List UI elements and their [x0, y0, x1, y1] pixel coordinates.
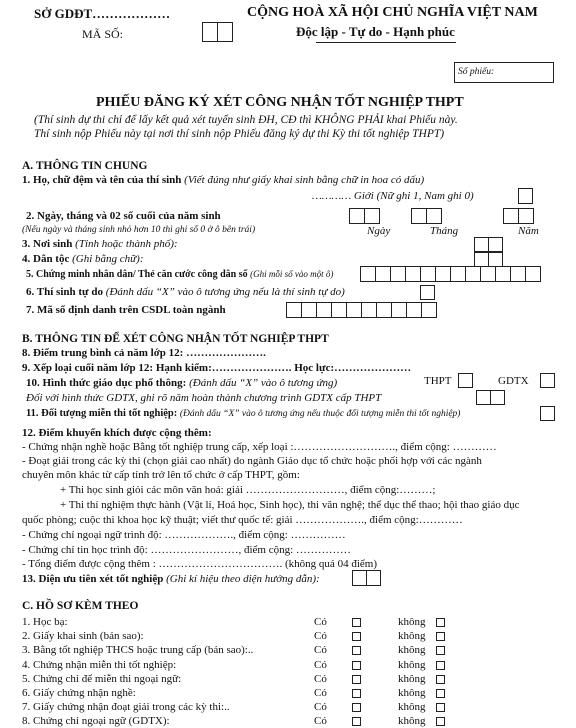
q4-label: 4. Dân tộc — [22, 253, 70, 265]
q13-label: 13. Diện ưu tiên xét tốt nghiệp — [22, 573, 164, 585]
q5-note: (Ghi mỗi số vào một ô) — [250, 269, 334, 279]
bonus-line-1: - Chứng nhận nghề hoặc Bằng tốt nghiệp trung cấp, xếp loại :………………………., điểm cộng: ………… — [22, 441, 497, 453]
doc-item-label: 1. Học bạ: — [22, 616, 68, 628]
bonus-line-5: + Thi thí nghiệm thực hành (Vật lí, Hoá học, Sinh học), thi văn nghệ; thể dục thể thao; hội thao giáo dục — [60, 499, 520, 511]
dob-day-box-1[interactable] — [349, 208, 365, 224]
id-box-10[interactable] — [495, 266, 511, 282]
q6-note: (Đánh dấu “X” vào ô tương ứng nếu là thí sinh tự do) — [105, 286, 345, 298]
id-box-1[interactable] — [360, 266, 376, 282]
dob-day-box-2[interactable] — [364, 208, 380, 224]
q5-label: 5. Chứng minh nhân dân/ Thẻ căn cước công dân số — [26, 269, 248, 280]
birthplace-box-1[interactable] — [474, 237, 489, 252]
doc-no-label: không — [398, 715, 426, 728]
doc-yes-label: Có — [314, 616, 327, 628]
csdl-box-3[interactable] — [316, 302, 332, 318]
q10-note: (Đánh dấu “X” vào ô tương ứng) — [189, 377, 338, 389]
ethnic-box-2[interactable] — [488, 252, 503, 267]
ethnic-box-1[interactable] — [474, 252, 489, 267]
csdl-box-5[interactable] — [346, 302, 362, 318]
gdtx-year-box-2[interactable] — [490, 390, 505, 405]
doc-yes-checkbox[interactable] — [352, 661, 361, 670]
bonus-line-8: - Chứng chỉ tin học trình độ: ……………………, điểm cộng: …………… — [22, 544, 351, 556]
id-box-6[interactable] — [435, 266, 451, 282]
dob-year-box-1[interactable] — [503, 208, 519, 224]
doc-no-label: không — [398, 687, 426, 699]
bonus-line-3: chuyên môn khác từ cấp tỉnh trở lên tổ chức ở cấp THPT, gồm: — [22, 469, 300, 481]
doc-item-label: 3. Bằng tốt nghiệp THCS hoặc trung cấp (bản sao):.. — [22, 644, 254, 657]
id-box-3[interactable] — [390, 266, 406, 282]
q6-label: 6. Thí sinh tự do — [26, 286, 104, 298]
doc-yes-label: Có — [314, 687, 327, 699]
dob-year-box-2[interactable] — [518, 208, 534, 224]
doc-item-label: 5. Chứng chỉ để miễn thi ngoại ngữ: — [22, 672, 182, 685]
doc-yes-label: Có — [314, 715, 327, 728]
q4-note: (Ghi bằng chữ): — [72, 253, 144, 265]
q2-label: 2. Ngày, tháng và 02 số cuối của năm sinh — [26, 210, 221, 222]
q2-note: (Nếu ngày và tháng sinh nhỏ hơn 10 thì ghi số 0 ở ô bên trái) — [22, 225, 256, 235]
doc-no-label: không — [398, 672, 426, 685]
doc-yes-label: Có — [314, 701, 327, 714]
q3-label: 3. Nơi sinh — [22, 238, 73, 250]
doc-yes-label: Có — [314, 630, 327, 643]
q8-label: 8. Điểm trung bình cả năm lớp 12: …………………. — [22, 347, 266, 359]
department-label: SỞ GDĐT……………… — [34, 6, 171, 21]
q1-label: 1. Họ, chữ đệm và tên của thí sinh — [22, 174, 182, 186]
doc-yes-label: Có — [314, 644, 327, 657]
doc-no-label: không — [398, 701, 426, 714]
id-box-5[interactable] — [420, 266, 436, 282]
birthplace-box-2[interactable] — [488, 237, 503, 252]
motto-underline — [316, 42, 456, 43]
priority-box-1[interactable] — [352, 570, 367, 586]
doc-yes-checkbox[interactable] — [352, 618, 361, 627]
code-box-2[interactable] — [217, 22, 233, 42]
bonus-line-2: - Đoạt giải trong các kỳ thi (chọn giải cao nhất) do ngành Giáo dục tổ chức hoặc phối hợp với các ngành — [22, 455, 482, 467]
doc-yes-checkbox[interactable] — [352, 717, 361, 726]
doc-yes-checkbox[interactable] — [352, 703, 361, 712]
doc-no-label: không — [398, 616, 426, 628]
so-phieu-label: Số phiếu: — [458, 67, 495, 77]
dob-month-box-1[interactable] — [411, 208, 427, 224]
csdl-box-8[interactable] — [391, 302, 407, 318]
q7-label: 7. Mã số định danh trên CSDL toàn ngành — [26, 304, 226, 316]
doc-item-label: 6. Giấy chứng nhận nghề: — [22, 687, 136, 699]
bonus-line-9: - Tổng điểm được cộng thêm : ……………………………. (không quá 04 điểm) — [22, 558, 377, 570]
doc-yes-checkbox[interactable] — [352, 689, 361, 698]
gender-box[interactable] — [518, 188, 533, 204]
doc-yes-checkbox[interactable] — [352, 646, 361, 655]
id-box-4[interactable] — [405, 266, 421, 282]
doc-item-label: 4. Chứng nhận miễn thi tốt nghiệp: — [22, 658, 177, 671]
thpt-box[interactable] — [458, 373, 473, 388]
bonus-line-7: - Chứng chỉ ngoại ngữ trình độ: ………………., điểm cộng: …………… — [22, 529, 346, 541]
doc-yes-checkbox[interactable] — [352, 632, 361, 641]
q11-note: (Đánh dấu “X” vào ô tương ứng nếu thuộc đối tượng miễn thi tốt nghiệp) — [179, 409, 461, 419]
q3-note: (Tỉnh hoặc thành phố): — [75, 238, 178, 250]
doc-no-label: không — [398, 644, 426, 657]
year-label: Năm — [518, 225, 539, 237]
csdl-box-6[interactable] — [361, 302, 377, 318]
id-box-8[interactable] — [465, 266, 481, 282]
month-label: Tháng — [430, 225, 459, 237]
id-box-12[interactable] — [525, 266, 541, 282]
gender-note: (Nữ ghi 1, Nam ghi 0) — [376, 190, 474, 202]
q10-sub: Đối với hình thức GDTX, ghi rõ năm hoàn thành chương trình GDTX cấp THPT — [26, 392, 382, 404]
q12-label: 12. Điểm khuyến khích được cộng thêm: — [22, 427, 212, 439]
form-title: PHIẾU ĐĂNG KÝ XÉT CÔNG NHẬN TỐT NGHIỆP THPT — [96, 95, 464, 110]
gdtx-label: GDTX — [498, 375, 529, 387]
code-box-1[interactable] — [202, 22, 218, 42]
gdtx-year-box-1[interactable] — [476, 390, 491, 405]
gender-label — [312, 190, 474, 202]
doc-no-checkbox[interactable] — [436, 703, 445, 712]
q1-note: (Viết đúng như giấy khai sinh bằng chữ in hoa có dấu) — [184, 174, 425, 186]
exempt-box[interactable] — [540, 406, 555, 421]
gender-text: ………… Giới — [312, 190, 374, 202]
q13-note: (Ghi kí hiệu theo diện hướng dẫn): — [166, 573, 320, 585]
q10-label: 10. Hình thức giáo dục phổ thông: — [26, 377, 187, 389]
dob-month-box-2[interactable] — [426, 208, 442, 224]
section-c-heading: C. HỒ SƠ KÈM THEO — [22, 600, 139, 612]
csdl-box-4[interactable] — [331, 302, 347, 318]
bonus-line-6: quốc phòng; cuộc thi khoa học kỹ thuật; viết thư quốc tế: giải ………………., điểm cộng:………… — [22, 514, 463, 526]
doc-no-checkbox[interactable] — [436, 632, 445, 641]
id-box-7[interactable] — [450, 266, 466, 282]
doc-yes-label: Có — [314, 672, 327, 685]
doc-no-label: không — [398, 630, 426, 643]
section-b-heading: B. THÔNG TIN ĐỂ XÉT CÔNG NHẬN TỐT NGHIỆP THPT — [22, 333, 329, 345]
day-label: Ngày — [367, 225, 391, 237]
doc-yes-checkbox[interactable] — [352, 675, 361, 684]
thpt-label: THPT — [424, 375, 452, 387]
csdl-box-10[interactable] — [421, 302, 437, 318]
code-label: MÃ SỐ: — [82, 27, 124, 41]
national-title: CỘNG HOÀ XÃ HỘI CHỦ NGHĨA VIỆT NAM — [247, 5, 538, 20]
csdl-box-7[interactable] — [376, 302, 392, 318]
doc-no-checkbox[interactable] — [436, 646, 445, 655]
csdl-box-1[interactable] — [286, 302, 302, 318]
doc-no-checkbox[interactable] — [436, 618, 445, 627]
doc-no-label: không — [398, 658, 426, 671]
bonus-line-4: + Thi học sinh giỏi các môn văn hoá: giải ………………………, điểm cộng:………; — [60, 484, 436, 496]
doc-no-checkbox[interactable] — [436, 689, 445, 698]
doc-item-label: 8. Chứng chỉ ngoại ngữ (GDTX): — [22, 715, 170, 728]
national-motto: Độc lập - Tự do - Hạnh phúc — [296, 24, 455, 39]
doc-yes-label: Có — [314, 658, 327, 671]
q11-label: 11. Đối tượng miễn thi tốt nghiệp: — [26, 408, 178, 419]
title-note-2: Thí sinh nộp Phiếu này tại nơi thí sinh nộp Phiếu đăng ký dự thi Kỳ thi tốt nghiệp THPT) — [34, 128, 445, 140]
csdl-box-9[interactable] — [406, 302, 422, 318]
q9-label: 9. Xếp loại cuối năm lớp 12: Hạnh kiểm:…………………. Học lực:………………… — [22, 362, 412, 374]
title-note-1: (Thí sinh dự thi chỉ để lấy kết quả xét tuyển sinh ĐH, CĐ thì KHÔNG PHẢI khai Phiếu này. — [34, 114, 458, 126]
id-box-2[interactable] — [375, 266, 391, 282]
gdtx-box[interactable] — [540, 373, 555, 388]
doc-no-checkbox[interactable] — [436, 675, 445, 684]
doc-item-label: 7. Giấy chứng nhận đoạt giải trong các kỳ thi:.. — [22, 701, 230, 714]
doc-no-checkbox[interactable] — [436, 717, 445, 726]
doc-item-label: 2. Giấy khai sinh (bản sao): — [22, 630, 144, 643]
free-candidate-box[interactable] — [420, 285, 435, 300]
csdl-box-2[interactable] — [301, 302, 317, 318]
priority-box-2[interactable] — [366, 570, 381, 586]
id-box-11[interactable] — [510, 266, 526, 282]
id-box-9[interactable] — [480, 266, 496, 282]
so-phieu-box[interactable] — [454, 62, 554, 83]
doc-no-checkbox[interactable] — [436, 661, 445, 670]
section-a-heading: A. THÔNG TIN CHUNG — [22, 160, 148, 172]
